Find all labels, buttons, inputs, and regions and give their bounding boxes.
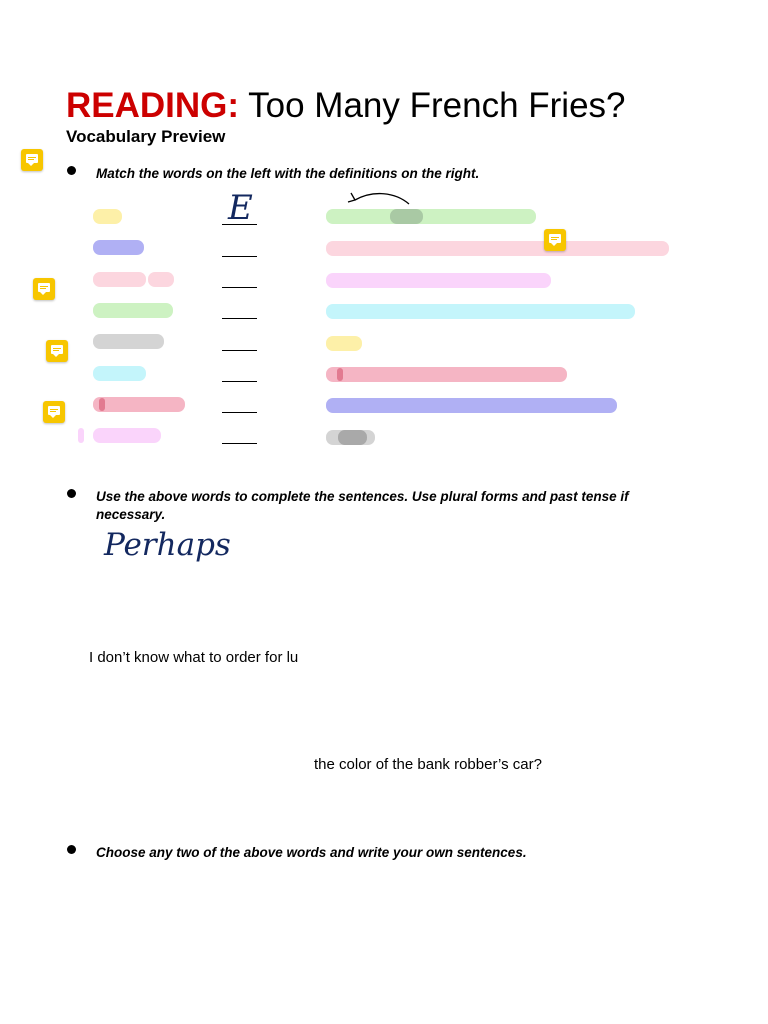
word-highlight <box>93 366 146 381</box>
definition-highlight <box>326 398 617 413</box>
word-highlight-mark <box>78 428 84 443</box>
word-highlight-mark <box>99 398 105 411</box>
answer-blank[interactable] <box>222 443 257 444</box>
bullet <box>67 166 76 175</box>
page-title <box>66 86 626 126</box>
handwritten-note: Perhaps <box>104 527 231 563</box>
bullet <box>67 845 76 854</box>
instruction-complete: Use the above words to complete the sentences. Use plural forms and past tense if necessary. <box>96 489 629 522</box>
word-highlight <box>148 272 174 287</box>
word-highlight <box>93 209 122 224</box>
title-text: Too Many French Fries? <box>239 86 626 125</box>
answer-blank[interactable] <box>222 412 257 413</box>
answer-blank[interactable] <box>222 287 257 288</box>
comment-icon[interactable] <box>21 149 43 171</box>
sentence-2: the color of the bank robber’s car? <box>314 756 542 773</box>
comment-icon[interactable] <box>46 340 68 362</box>
definition-highlight <box>326 209 536 224</box>
answer-blank[interactable] <box>222 381 257 382</box>
definition-highlight <box>326 241 669 256</box>
word-highlight <box>93 397 185 412</box>
sentence-1: I don’t know what to order for lu <box>89 649 299 666</box>
definition-highlight-mark <box>337 368 343 381</box>
comment-icon[interactable] <box>544 229 566 251</box>
definition-highlight <box>326 304 635 319</box>
instruction-choose: Choose any two of the above words and write your own sentences. <box>96 845 527 860</box>
section-subtitle: Vocabulary Preview <box>66 127 226 146</box>
word-highlight <box>93 334 164 349</box>
answer-blank[interactable] <box>222 224 257 225</box>
definition-highlight-mark <box>390 209 423 224</box>
answer-blank[interactable] <box>222 350 257 351</box>
comment-icon[interactable] <box>43 401 65 423</box>
definition-highlight-mark <box>338 430 367 445</box>
definition-highlight <box>326 336 362 351</box>
handwritten-answer: E <box>228 188 253 228</box>
answer-blank[interactable] <box>222 256 257 257</box>
definition-highlight <box>326 273 551 288</box>
definition-highlight <box>326 367 567 382</box>
title-label: READING: <box>66 86 240 125</box>
handwritten-arrow <box>345 188 415 210</box>
word-highlight <box>93 303 173 318</box>
word-highlight <box>93 428 161 443</box>
bullet <box>67 489 76 498</box>
word-highlight <box>93 272 146 287</box>
answer-blank[interactable] <box>222 318 257 319</box>
instruction-match: Match the words on the left with the definitions on the right. <box>96 166 480 181</box>
comment-icon[interactable] <box>33 278 55 300</box>
word-highlight <box>93 240 144 255</box>
